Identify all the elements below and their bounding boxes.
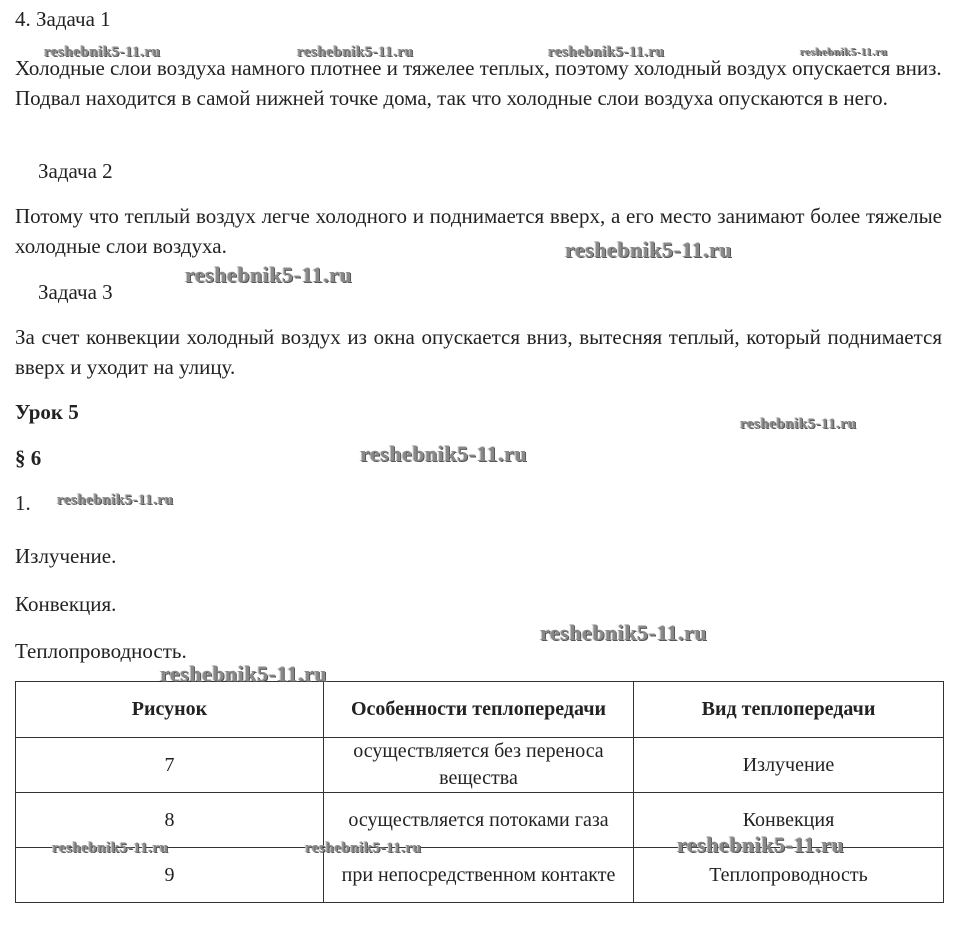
table-cell: при непосредственном контакте xyxy=(324,848,634,903)
watermark: reshebnik5-11.ru xyxy=(548,44,665,60)
table-header-row xyxy=(16,682,944,738)
answer-item: Излучение. xyxy=(15,544,117,568)
task3-heading: Задача 3 xyxy=(38,280,113,304)
watermark: reshebnik5-11.ru xyxy=(160,661,328,686)
watermark: reshebnik5-11.ru xyxy=(57,492,174,508)
task1-heading: 4. Задача 1 xyxy=(15,7,111,31)
watermark: reshebnik5-11.ru xyxy=(565,237,733,262)
table-row xyxy=(16,738,944,793)
table-cell: 8 xyxy=(16,793,324,848)
table-cell: 9 xyxy=(16,848,324,903)
table-cell: осуществляется без переноса вещества xyxy=(324,738,634,793)
table-cell: осуществляется потоками газа xyxy=(324,793,634,848)
watermark: reshebnik5-11.ru xyxy=(297,44,414,60)
watermark: reshebnik5-11.ru xyxy=(185,262,353,287)
column-header: Вид теплопередачи xyxy=(634,682,944,738)
watermark: reshebnik5-11.ru xyxy=(677,832,845,857)
answer-number: 1. xyxy=(15,491,31,515)
column-header: Рисунок xyxy=(16,682,324,738)
table-cell: Излучение xyxy=(634,738,944,793)
watermark: reshebnik5-11.ru xyxy=(44,44,161,60)
task1-text: Холодные слои воздуха намного плотнее и тяжелее теплых, поэтому холодный воздух опускается вниз. Подвал находится в самой нижней точке дома, так что холодные слои воздуха опускаются в него. xyxy=(15,56,942,110)
table-cell: Конвекция xyxy=(634,793,944,848)
heat-transfer-table xyxy=(15,681,944,903)
watermark: reshebnik5-11.ru xyxy=(52,840,169,856)
answer-item: Теплопроводность. xyxy=(15,639,187,663)
column-header: Особенности теплопередачи xyxy=(324,682,634,738)
lesson-title: Урок 5 xyxy=(15,400,79,424)
watermark: reshebnik5-11.ru xyxy=(540,620,708,645)
task3-text: За счет конвекции холодный воздух из окна опускается вниз, вытесняя теплый, который поднимается вверх и уходит на улицу. xyxy=(15,325,942,379)
answer-item: Конвекция. xyxy=(15,592,117,616)
task2-heading: Задача 2 xyxy=(38,159,113,183)
table-cell: Теплопроводность xyxy=(634,848,944,903)
watermark: reshebnik5-11.ru xyxy=(800,46,888,58)
watermark: reshebnik5-11.ru xyxy=(740,416,857,432)
watermark: reshebnik5-11.ru xyxy=(305,840,422,856)
section-number: § 6 xyxy=(15,446,42,470)
watermark: reshebnik5-11.ru xyxy=(360,441,528,466)
table-cell: 7 xyxy=(16,738,324,793)
task2-text: Потому что теплый воздух легче холодного и поднимается вверх, а его место занимают более тяжелые холодные слои воздуха. xyxy=(15,204,942,258)
